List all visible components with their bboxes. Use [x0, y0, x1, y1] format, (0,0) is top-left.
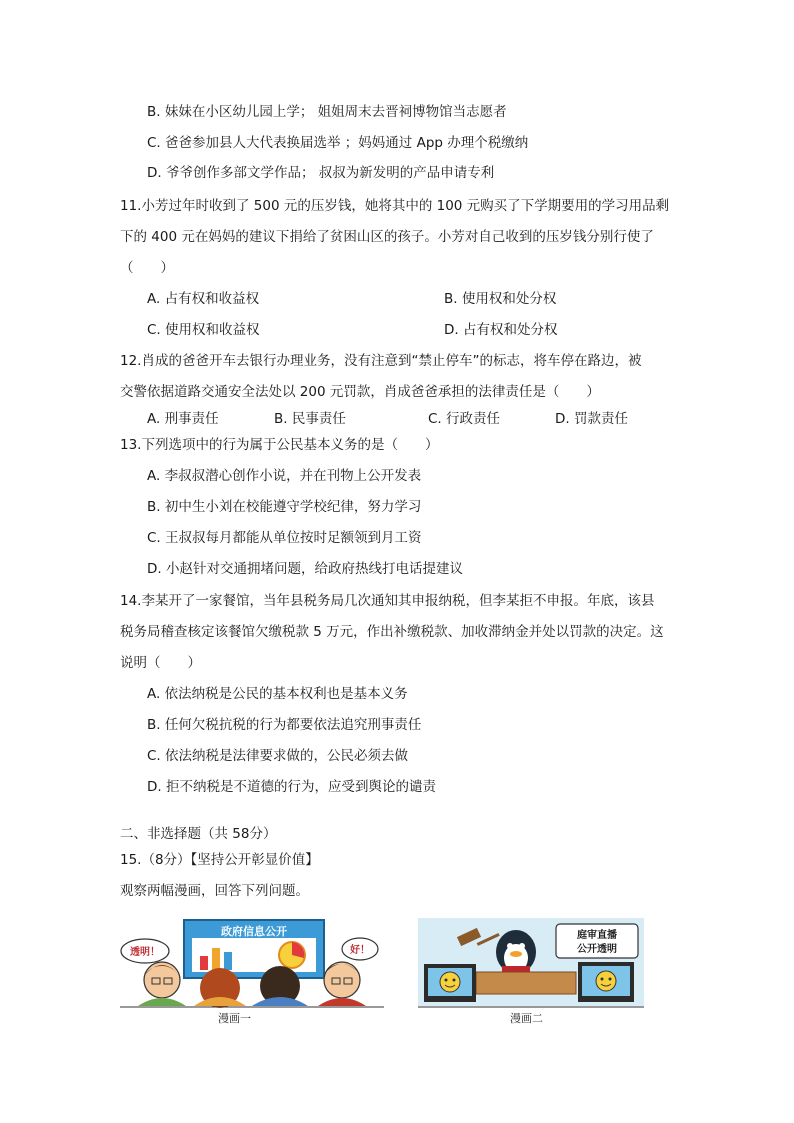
q14-option-a: A. 依法纳税是公民的基本权利也是基本义务: [147, 686, 408, 702]
cartoon-2-caption: 漫画二: [510, 1012, 543, 1025]
q12-stem-line2: 交警依据道路交通安全法处以 200 元罚款，肖成爸爸承担的法律责任是（ ）: [120, 384, 600, 400]
cartoon-1-illustration: [120, 918, 384, 1028]
q13-option-a: A. 李叔叔潜心创作小说，并在刊物上公开发表: [147, 468, 422, 484]
cartoon-1-sign-text: 政府信息公开: [221, 925, 287, 938]
q12-option-c: C. 行政责任: [428, 411, 501, 427]
q14-option-c: C. 依法纳税是法律要求做的，公民必须去做: [147, 748, 409, 764]
q11-option-d: D. 占有权和处分权: [444, 322, 558, 338]
q13-option-b: B. 初中生小刘在校能遵守学校纪律，努力学习: [147, 499, 422, 515]
q11-option-c: C. 使用权和收益权: [147, 322, 260, 338]
cartoon-2-sign-line1: 庭审直播: [577, 930, 617, 941]
q14-stem-line2: 税务局稽查核定该餐馆欠缴税款 5 万元，作出补缴税款、加收滞纳金并处以罚款的决定。这: [120, 624, 664, 640]
q13-option-d: D. 小赵针对交通拥堵问题，给政府热线打电话提建议: [147, 561, 463, 577]
q14-stem-line3: 说明（ ）: [120, 655, 201, 671]
cartoon-1-bubble-right: 好！: [350, 945, 370, 956]
q11-stem-line1: 11.小芳过年时收到了 500 元的压岁钱，她将其中的 100 元购买了下学期要用的学习用品剩: [120, 198, 670, 214]
q12-option-a: A. 刑事责任: [147, 411, 219, 427]
q10-option-b: B. 妹妹在小区幼儿园上学； 姐姐周末去晋祠博物馆当志愿者: [147, 104, 507, 120]
q10-option-d: D. 爷爷创作多部文学作品； 叔叔为新发明的产品申请专利: [147, 165, 495, 181]
q11-option-a: A. 占有权和收益权: [147, 291, 260, 307]
q11-stem-line3: （ ）: [120, 260, 174, 276]
q13-option-c: C. 王叔叔每月都能从单位按时足额领到月工资: [147, 530, 422, 546]
q12-option-d: D. 罚款责任: [555, 411, 628, 427]
cartoon-1-caption: 漫画一: [218, 1012, 251, 1025]
q12-stem-line1: 12.肖成的爸爸开车去银行办理业务，没有注意到“禁止停车”的标志，将车停在路边，被: [120, 353, 642, 369]
q15-title: 15.（8分）【坚持公开彰显价值】: [120, 852, 319, 868]
q10-option-c: C. 爸爸参加县人大代表换届选举 ；妈妈通过 App 办理个税缴纳: [147, 135, 529, 151]
q11-option-b: B. 使用权和处分权: [444, 291, 557, 307]
cartoon-2-sign-line2: 公开透明: [577, 944, 617, 955]
cartoon-1-bubble-left: 透明！: [130, 947, 160, 958]
q14-option-b: B. 任何欠税抗税的行为都要依法追究刑事责任: [147, 717, 422, 733]
q13-stem: 13.下列选项中的行为属于公民基本义务的是（ ）: [120, 437, 439, 453]
cartoon-2: [418, 918, 644, 1028]
q14-stem-line1: 14.李某开了一家餐馆，当年县税务局几次通知其申报纳税，但李某拒不申报。年底，该县: [120, 593, 655, 609]
q12-option-b: B. 民事责任: [274, 411, 346, 427]
cartoon-1: [120, 918, 384, 1028]
q14-option-d: D. 拒不纳税是不道德的行为，应受到舆论的谴责: [147, 779, 436, 795]
q11-stem-line2: 下的 400 元在妈妈的建议下捐给了贫困山区的孩子。小芳对自己收到的压岁钱分别行使了: [120, 229, 654, 245]
q15-instruction: 观察两幅漫画，回答下列问题。: [120, 883, 309, 899]
section2-heading: 二、非选择题（共 58分）: [120, 826, 277, 842]
